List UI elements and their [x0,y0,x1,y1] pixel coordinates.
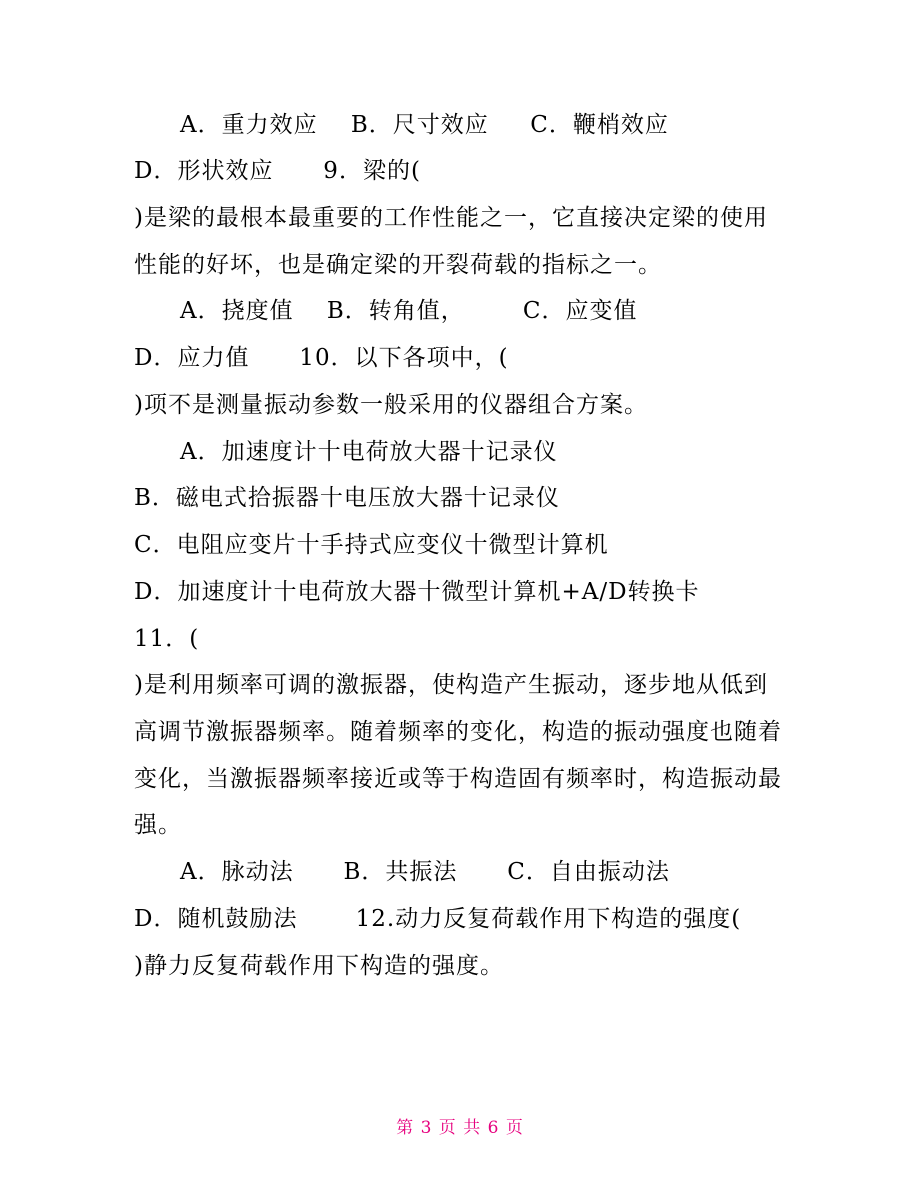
text-line: 性能的好坏，也是确定梁的开裂荷载的指标之一。 [134,252,662,278]
text-line: D．随机鼓励法 12.动力反复荷载作用下构造的强度( [134,906,742,932]
text-line: D．应力值 10．以下各项中，( [134,345,509,371]
text-line: )是梁的最根本最重要的工作性能之一，它直接决定梁的使用 [134,205,768,231]
text-line: A．挠度值 B．转角值， C．应变值 [180,298,638,324]
text-line: C．电阻应变片十手持式应变仪十微型计算机 [134,532,609,558]
text-line: B．磁电式拾振器十电压放大器十记录仪 [134,485,560,511]
text-line: A．加速度计十电荷放大器十记录仪 [180,439,558,465]
text-line: )项不是测量振动参数一般采用的仪器组合方案。 [134,392,648,418]
text-line: 变化，当激振器频率接近或等于构造固有频率时，构造振动最 [134,766,782,792]
text-line: A．重力效应 B．尺寸效应 C．鞭梢效应 [180,112,669,138]
text-line: )是利用频率可调的激振器，使构造产生振动，逐步地从低到 [134,672,768,698]
text-line: 高调节激振器频率。随着频率的变化，构造的振动强度也随着 [134,719,782,745]
text-line: 11．( [134,626,200,652]
text-line: A．脉动法 B．共振法 C．自由振动法 [180,859,670,885]
text-line: D．加速度计十电荷放大器十微型计算机+A/D转换卡 [134,579,700,605]
text-line: 强。 [134,812,182,838]
page-number-footer: 第 3 页 共 6 页 [396,1118,524,1138]
text-line: D．形状效应 9．梁的( [134,158,421,184]
text-line: )静力反复荷载作用下构造的强度。 [134,953,504,979]
